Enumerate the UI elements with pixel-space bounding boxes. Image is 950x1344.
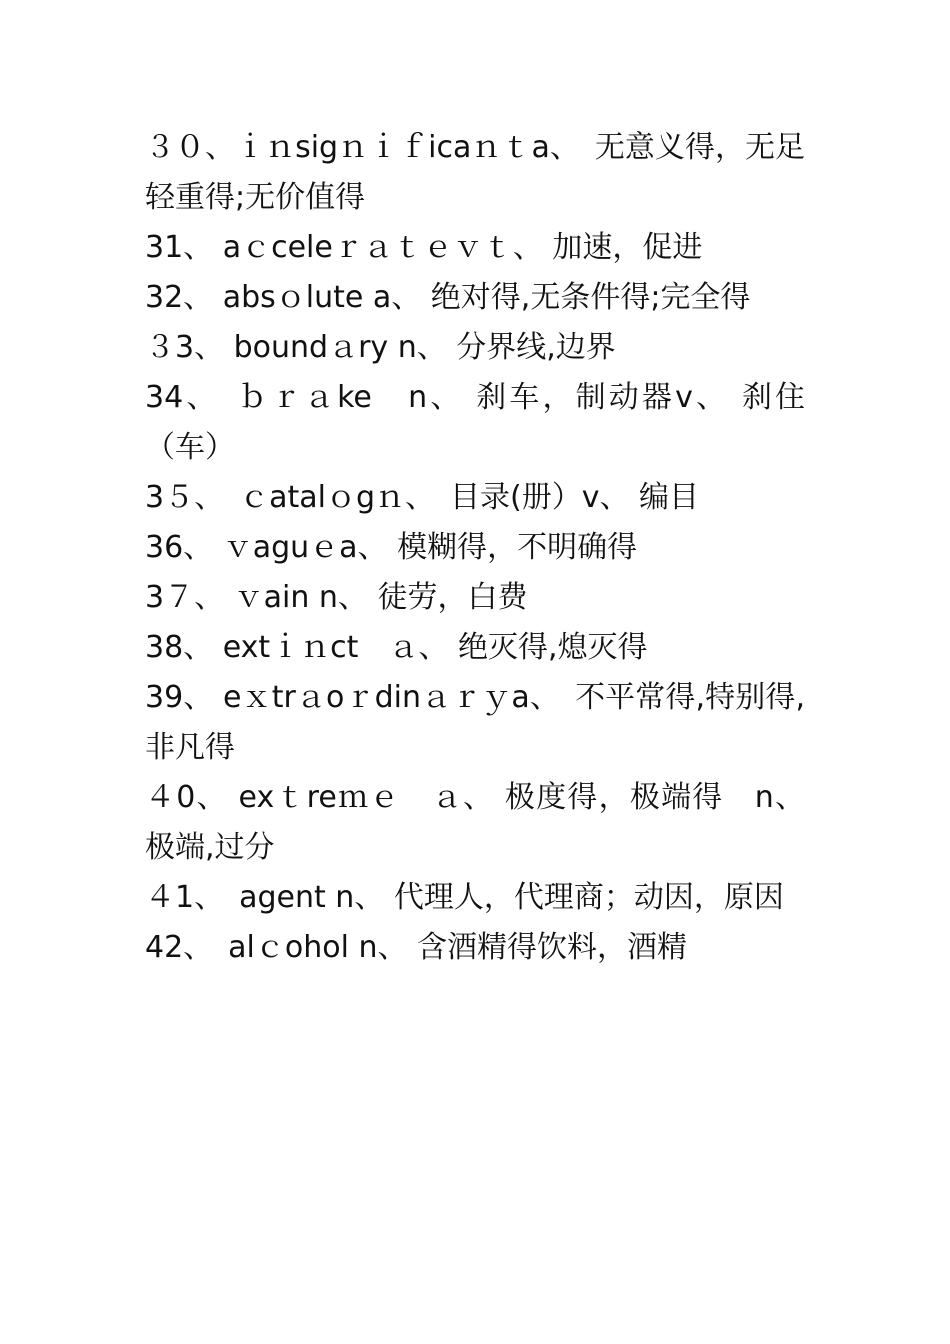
vocab-entry-35: 3５、 ｃatalｏgｎ、 目录(册）v、 编目 (145, 480, 699, 515)
vocab-entry-33: ３3、 boundａry n、 分界线,边界 (145, 330, 616, 365)
vocab-entry-34: 34、 ｂｒａke n、 刹车，制动器v、 刹住（车） (145, 380, 805, 465)
vocab-entry-30: ３０、ｉｎsigｎｉｆicaｎｔa、 无意义得，无足轻重得;无价值得 (145, 130, 805, 215)
vocab-entry-41: ４1、 agent n、 代理人，代理商；动因，原因 (145, 880, 784, 915)
vocab-entry-37: 3７、 ｖain n、 徒劳，白费 (145, 580, 528, 615)
vocab-entry-39: 39、 eｘtrａoｒdinａｒｙa、 不平常得,特别得,非凡得 (145, 680, 805, 765)
vocab-entry-31: 31、 aｃceleｒａｔｅｖｔ、 加速，促进 (145, 230, 703, 265)
vocab-entry-36: 36、 ｖaguｅa、 模糊得，不明确得 (145, 530, 638, 565)
vocab-entry-38: 38、 extｉｎct ａ、 绝灭得,熄灭得 (145, 630, 648, 665)
document-page (145, 123, 815, 973)
vocab-entry-42: 42、 alｃohol n、 含酒精得饮料，酒精 (145, 930, 688, 965)
vocab-entry-32: 32、 absｏlute a、 绝对得,无条件得;完全得 (145, 280, 751, 315)
vocab-entry-40: ４0、 exｔreｍｅ ａ、 极度得，极端得 n、 极端,过分 (145, 780, 815, 865)
